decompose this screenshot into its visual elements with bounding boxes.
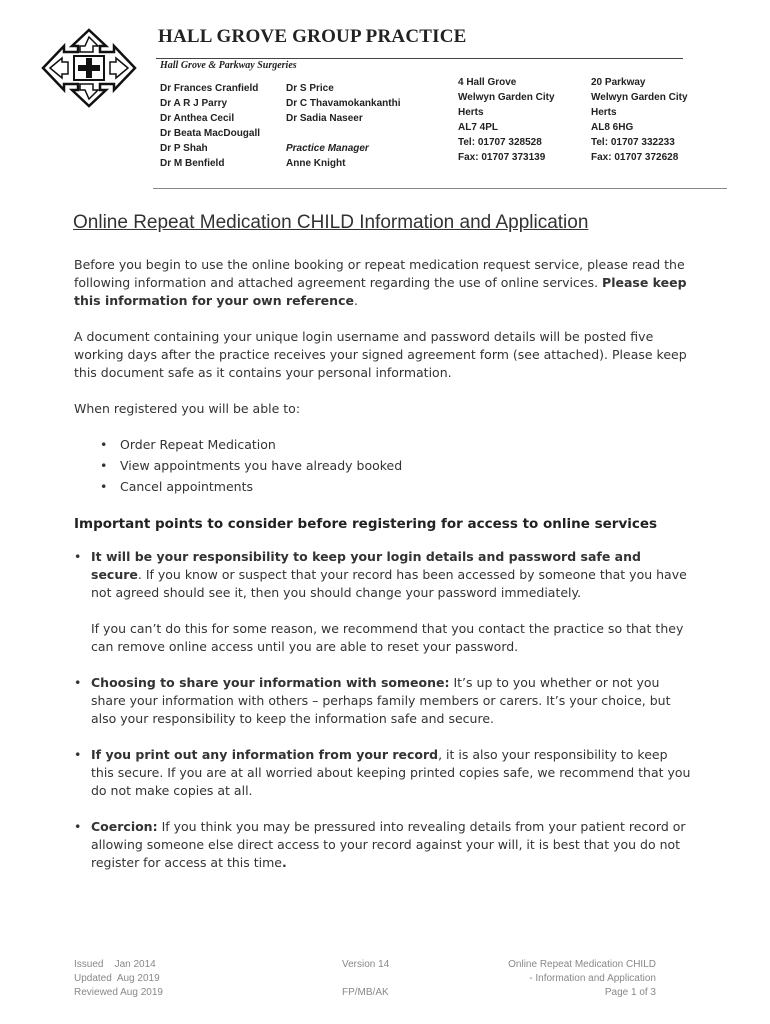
doctor-name: Dr Frances Cranfield bbox=[160, 83, 259, 94]
point-printing bbox=[74, 746, 694, 800]
updated-date: Updated Aug 2019 bbox=[74, 973, 160, 984]
intro-paragraph bbox=[74, 256, 694, 310]
reviewed-date: Reviewed Aug 2019 bbox=[74, 987, 163, 998]
doctor-name: Dr Sadia Naseer bbox=[286, 113, 363, 124]
header-divider bbox=[153, 188, 727, 189]
bullet-icon: • bbox=[74, 549, 82, 564]
bullet-icon: • bbox=[100, 437, 108, 452]
address-line: Welwyn Garden City bbox=[458, 92, 555, 103]
footer-version bbox=[342, 958, 389, 1000]
point-bold-text: Coercion: bbox=[91, 819, 158, 834]
footer-doc-subname: - Information and Application bbox=[529, 973, 656, 984]
doctor-name: Dr M Benfield bbox=[160, 158, 225, 169]
list-item-label: Order Repeat Medication bbox=[120, 437, 276, 452]
doctor-name: Dr A R J Parry bbox=[160, 98, 228, 109]
parkway-address bbox=[591, 75, 688, 165]
version-label: Version 14 bbox=[342, 959, 390, 970]
practice-subtitle: Hall Grove & Parkway Surgeries bbox=[160, 60, 297, 71]
practice-manager-title: Practice Manager bbox=[286, 143, 369, 154]
doctor-name: Dr Anthea Cecil bbox=[160, 113, 235, 124]
practice-manager-name: Anne Knight bbox=[286, 158, 346, 169]
point-text: , it is also your responsibility to keep this secure. If you are at all worried about keeping printed copies safe, we recommend that you do not make copies at all. bbox=[91, 747, 691, 798]
address-line: AL8 6HG bbox=[591, 122, 634, 133]
practice-title: HALL GROVE GROUP PRACTICE bbox=[158, 26, 467, 47]
address-line: AL7 4PL bbox=[458, 122, 499, 133]
title-divider bbox=[156, 58, 683, 59]
list-item-label: Cancel appointments bbox=[120, 479, 253, 494]
bullet-icon: • bbox=[74, 747, 82, 762]
doctors-list-1 bbox=[160, 81, 260, 171]
page-number: Page 1 of 3 bbox=[604, 987, 656, 998]
login-details-paragraph: A document containing your unique login username and password details will be posted five working days after the practice receives your signed agreement form (see attached). Please keep this document safe as it contains your personal information. bbox=[74, 329, 687, 380]
spacer bbox=[286, 126, 400, 141]
intro-bold-text: Please keep this information for your own reference bbox=[74, 275, 687, 308]
important-points-heading: Important points to consider before registering for access to online services bbox=[74, 516, 658, 532]
point-responsibility bbox=[74, 548, 694, 656]
fax-number: Fax: 01707 373139 bbox=[458, 152, 546, 163]
features-list bbox=[100, 434, 402, 497]
address-line: Herts bbox=[591, 107, 617, 118]
point-coercion bbox=[74, 818, 694, 872]
address-line: Welwyn Garden City bbox=[591, 92, 688, 103]
doctor-name: Dr C Thavamokankanthi bbox=[286, 98, 401, 109]
author-initials: FP/MB/AK bbox=[342, 987, 389, 998]
list-item bbox=[100, 434, 402, 455]
list-item-label: View appointments you have already booked bbox=[120, 458, 403, 473]
address-line: Herts bbox=[458, 107, 484, 118]
point-text: If you can’t do this for some reason, we recommend that you contact the practice so that they can remove online access until you are able to reset your password. bbox=[91, 621, 684, 654]
bullet-icon: • bbox=[74, 675, 82, 690]
point-text: . If you know or suspect that your record has been accessed by someone that you have not agreed should see it, then you should change your password immediately. bbox=[91, 567, 687, 600]
point-bold-text: It will be your responsibility to keep your login details and password safe and secure bbox=[91, 549, 641, 582]
list-item bbox=[100, 455, 402, 476]
doctor-name: Dr S Price bbox=[286, 83, 334, 94]
doctor-name: Dr P Shah bbox=[160, 143, 208, 154]
registered-intro: When registered you will be able to: bbox=[74, 401, 301, 416]
phone-number: Tel: 01707 332233 bbox=[591, 137, 675, 148]
bullet-icon: • bbox=[74, 819, 82, 834]
document-heading: Online Repeat Medication CHILD Information and Application bbox=[73, 212, 589, 233]
footer-dates bbox=[74, 958, 163, 1000]
bullet-icon: • bbox=[100, 458, 108, 473]
list-item bbox=[100, 476, 402, 497]
issued-date: Issued Jan 2014 bbox=[74, 959, 156, 970]
footer-doc-info bbox=[498, 958, 656, 1000]
point-bold-text: Choosing to share your information with someone: bbox=[91, 675, 450, 690]
bullet-icon: • bbox=[100, 479, 108, 494]
fax-number: Fax: 01707 372628 bbox=[591, 152, 679, 163]
footer-doc-name: Online Repeat Medication CHILD bbox=[508, 959, 656, 970]
intro-text: Before you begin to use the online booking or repeat medication request service, please read the following information and attached agreement regarding the use of online services. bbox=[74, 257, 685, 290]
point-end: . bbox=[282, 855, 287, 870]
doctors-list-2 bbox=[286, 81, 400, 171]
hall-grove-address bbox=[458, 75, 555, 165]
doctor-name: Dr Beata MacDougall bbox=[160, 128, 261, 139]
address-line: 20 Parkway bbox=[591, 77, 646, 88]
point-sharing bbox=[74, 674, 694, 728]
spacer bbox=[342, 972, 389, 986]
address-line: 4 Hall Grove bbox=[458, 77, 517, 88]
intro-end: . bbox=[353, 293, 358, 308]
point-bold-text: If you print out any information from your record bbox=[91, 747, 439, 762]
point-text: It’s up to you whether or not you share your information with others – perhaps family members or carers. It’s your choice, but also your responsibility to keep the information safe and secure. bbox=[91, 675, 671, 726]
point-text: If you think you may be pressured into revealing details from your patient record or allowing someone else direct access to your record against your will, it is best that you do not register for access at this time bbox=[91, 819, 686, 870]
phone-number: Tel: 01707 328528 bbox=[458, 137, 542, 148]
practice-logo bbox=[40, 28, 138, 108]
